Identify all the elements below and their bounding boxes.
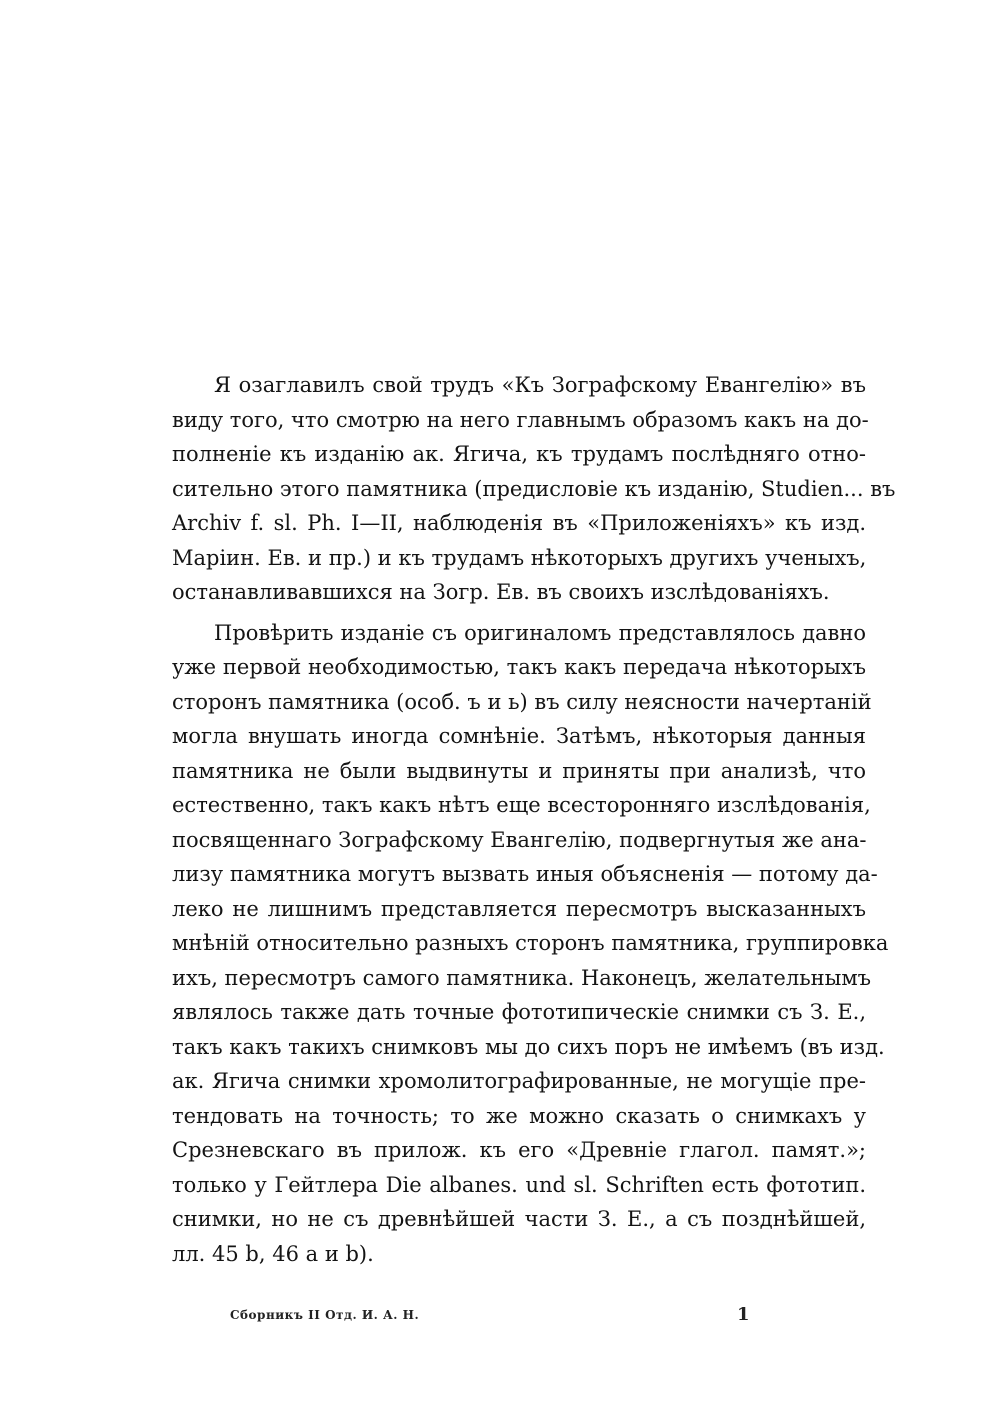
text-line: ихъ, пересмотръ самого памятника. Наконецъ, желательнымъ [172, 965, 872, 990]
text-line: памятника не были выдвинуты и приняты при анализѣ, что [172, 758, 866, 783]
text-line: леко не лишнимъ представляется пересмотръ высказанныхъ [172, 896, 866, 921]
text-line: Я озаглавилъ свой трудъ «Къ Зографскому Евангелію» въ [214, 373, 866, 397]
text-line: Провѣрить изданіе съ оригиналомъ представлялось давно [214, 620, 866, 645]
body-text [172, 368, 896, 1271]
text-line: Срезневскаго въ прилож. къ его «Древніе глагол. памят.»; [172, 1138, 866, 1162]
text-line: Маріин. Ев. и пр.) и къ трудамъ нѣкоторыхъ другихъ ученыхъ, [172, 545, 867, 570]
text-line: полненіе къ изданію ак. Ягича, къ трудамъ послѣдняго отно- [172, 442, 866, 466]
text-line: такъ какъ такихъ снимковъ мы до сихъ поръ не имѣемъ (въ изд. [172, 1034, 885, 1059]
text-line: могла внушать иногда сомнѣніе. Затѣмъ, нѣкоторыя данныя [172, 724, 866, 748]
text-line: сторонъ памятника (особ. ъ и ь) въ силу неясности начертаній [172, 689, 872, 714]
text-line: снимки, но не съ древнѣйшей части З. Е., а съ позднѣйшей, [172, 1207, 866, 1231]
text-line: останавливавшихся на Зогр. Ев. въ своихъ изслѣдованіяхъ. [172, 580, 830, 604]
text-line: Archiv f. sl. Ph. I—II, наблюденія въ «Приложеніяхъ» къ изд. [172, 511, 866, 535]
text-line: ак. Ягича снимки хромолитографированные, не могущіе пре- [172, 1069, 866, 1093]
text-line: уже первой необходимостью, такъ какъ передача нѣкоторыхъ [172, 655, 866, 679]
text-line: являлось также дать точные фототипическіе снимки съ З. Е., [172, 1000, 866, 1024]
text-line: посвященнаго Зографскому Евангелію, подвергнутыя же ана- [172, 827, 867, 852]
text-line: лизу памятника могутъ вызвать иныя объясненія — потому да- [172, 862, 878, 886]
text-line: виду того, что смотрю на него главнымъ образомъ какъ на до- [172, 407, 869, 432]
text-line: только у Гейтлера Die albanes. und sl. Schriften есть фототип. [172, 1172, 866, 1197]
text-line: мнѣній относительно разныхъ сторонъ памятника, группировка [172, 931, 889, 955]
text-line: лл. 45 b, 46 a и b). [172, 1241, 374, 1266]
paragraph-2 [172, 616, 889, 1272]
text-line: тендовать на точность; то же можно сказать о снимкахъ у [172, 1103, 866, 1128]
paragraph-1 [172, 368, 896, 610]
text-line: сительно этого памятника (предисловіе къ изданію, Studien... въ [172, 476, 896, 501]
signature-mark: Сборникъ II Отд. И. А. Н. [230, 1308, 420, 1322]
page-number: 1 [737, 1304, 750, 1325]
text-line: естественно, такъ какъ нѣтъ еще всесторонняго изслѣдованія, [172, 793, 871, 817]
